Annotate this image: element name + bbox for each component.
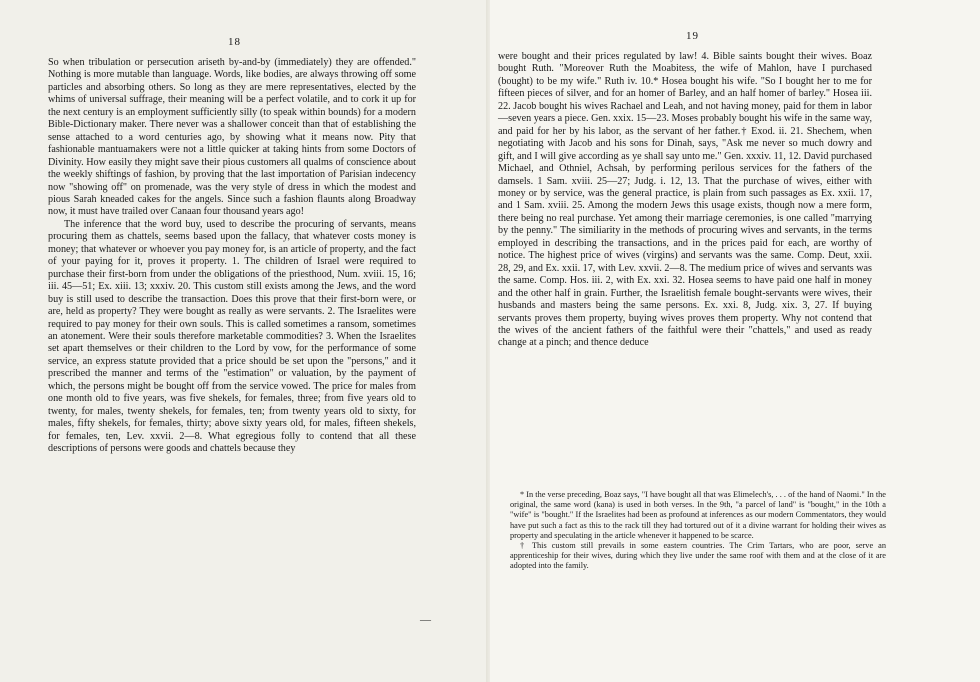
- page-number: 19: [686, 30, 699, 42]
- footnotes: [510, 490, 886, 572]
- right-page: [490, 0, 980, 682]
- page-number: 18: [228, 36, 241, 48]
- paragraph: were bought and their prices regulated by law! 4. Bible saints bought their wives. Boaz bought Ruth. "Moreover Ruth the Moabitess, the wife of Mahlon, have I purchased (bought) to be my wife." Ruth iv. 10.* Hosea bought his wife. "So I bought her to me for fifteen pieces of silver, and for an homer of Barley, and an half homer of barley." Hosea iii. 22. Jacob bought his wives Rachael and Leah, and not having money, paid for them in labor—seven years a piece. Gen. xxix. 15—23. Moses probably bought his wife in the same way, and paid for her by his labor, as the servant of her father.† Exod. ii. 21. Shechem, when negotiating with Jacob and his sons for Dinah, says, "Ask me never so much dowry and gift, and I will give according as ye shall say unto me." Gen. xxxiv. 11, 12. David purchased Michael, and Othniel, Achsah, by performing perilous services for the fathers of the damsels. 1 Sam. xviii. 25—27; Judg. i. 12, 13. That the purchase of wives, either with money or by service, was the general practice, is plain from such passages as Ex. xxii. 17, and 1 Sam. xviii. 25. Among the modern Jews this usage exists, though now a mere form, there being no real purchase. Yet among their marriage ceremonies, is one called "marrying by the penny." The similiarity in the methods of procuring wives and servants, in the terms employed in describing the transactions, and in the prices paid for each, are worthy of notice. The highest price of wives (virgins) and servants was the same. Comp. Deut, xxii. 28, 29, and Ex. xxii. 17, with Lev. xxvii. 2—8. The medium price of wives and servants was the same. Comp. Hos. iii. 2, with Ex. xxi. 32. Hosea seems to have paid one half in money and the other half in grain. Further, the Israelitish female bought-servants were wives, their husbands and masters being the same persons. Ex. xxi. 8, Judg. xix. 3, 27. If buying servants proves them property, buying wives proves them property. Why not contend that the wives of the ancient fathers of the faithful were their "chattels," and used as ready change at a pinch; and thence deduce: [498, 51, 872, 349]
- page-mark: —: [420, 614, 431, 626]
- body-text: [48, 57, 416, 456]
- body-text: [498, 51, 872, 350]
- paragraph: The inference that the word buy, used to describe the procuring of servants, means procuring them as chattels, seems based upon the fallacy, that whatever costs money is money; that whatever or whoever you pay money for, is an article of property, and the fact of your paying for it, proves it property. 1. The children of Israel were required to purchase their first-born from under the obligations of the priesthood, Num. xviii. 15, 16; iii. 45—51; Ex. xiii. 13; xxxiv. 20. This custom still exists among the Jews, and the word buy is still used to describe the transaction. Does this prove that their first-born were, or are, held as property? They were bought as really as were servants. 2. The Israelites were required to pay money for their own souls. This is called sometimes a ransom, sometimes an atonement. Were their souls therefore marketable commodities? 3. When the Israelites set apart themselves or their children to the Lord by vow, for the performance of some service, an express statute provided that a price should be set upon the "persons," and it prescribed the manner and terms of the "estimation" or valuation, by the payment of which, the persons might be bought off from the service vowed. The price for males from one month old to five years, was five shekels, for females, three; from five years old to twenty, for males, twenty shekels, for females, ten; from twenty years old to sixty, for males, fifty shekels, for females, thirty; above sixty years old, for males, fifteen shekels, for females, ten, Lev. xxvii. 2—8. What egregious folly to contend that all these descriptions of persons were goods and chattels because they: [48, 218, 416, 455]
- footnote: * In the verse preceding, Boaz says, "I have bought all that was Elimelech's, . . . of the hand of Naomi." In the original, the same word (kana) is used in both verses. In the 9th, "a parcel of land" is "bought," in the 10th a "wife" is "bought." If the Israelites had been as profound at inferences as our modern Commentators, they would have put such a fact as this to the rack till they had tortured out of it a divine warrant for holding their wives as property and speculating in the article whenever it happened to be scarce.: [510, 490, 886, 540]
- footnote: † This custom still prevails in some eastern countries. The Crim Tartars, who are poor, serve an apprenticeship for their wives, during which they live under the same roof with them and at the close of it are adopted into the family.: [510, 541, 886, 571]
- paragraph: So when tribulation or persecution ariseth by-and-by (immediately) they are offended." Nothing is more mutable than language. Words, like bodies, are always throwing off some particles and absorbing others. So long as they are mere representatives, elected by the whims of universal suffrage, their meaning will be a perfect volatile, and to cork it up for the next century is an employment sufficiently silly (to speak within bounds) for a modern Bible-Dictionary maker. There never was a shallower conceit than that of establishing the sense attached to a word centuries ago, by showing what it means now. Pity that fashionable mantuamakers were not a little quicker at taking hints from some Doctors of Divinity. How easily they might save their pious customers all qualms of conscience about the weekly shiftings of fashion, by proving that the last importation of Parisian indecency now "showing off" on promenade, was the very style of dress in which the modest and pious Sarah kneaded cakes for the angels. Since such a fashion flaunts along Broadway now, it must have trailed over Canaan four thousand years ago!: [48, 57, 416, 218]
